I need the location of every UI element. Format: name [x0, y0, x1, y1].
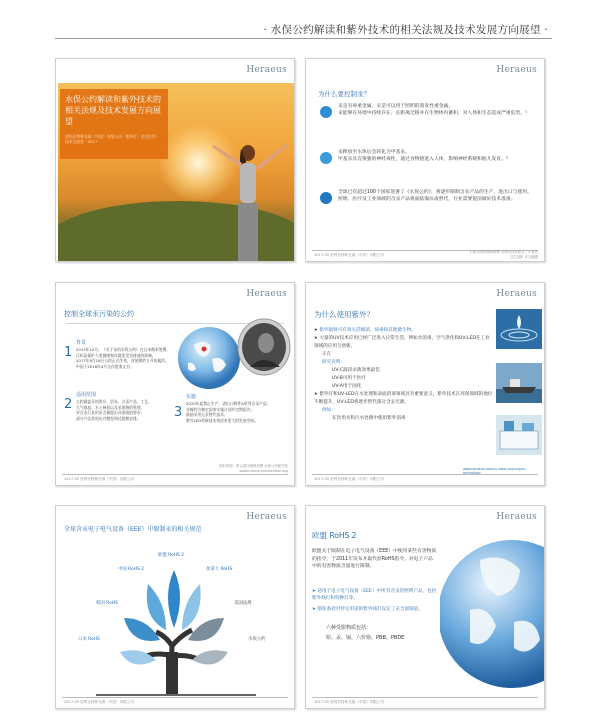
regulation-tree-diagram — [96, 556, 256, 696]
footer-divider — [312, 697, 538, 698]
page-header — [0, 0, 600, 40]
slide-2-question: 为什么要控制汞？ — [318, 90, 370, 98]
footer-divider — [312, 474, 538, 475]
person-head-icon — [320, 192, 332, 204]
globe-image — [174, 323, 244, 393]
footer-divider — [62, 474, 288, 475]
slide-footer: 2017-05 贺利氏特种光源（中国）有限公司 — [314, 700, 385, 704]
slide-4-body — [314, 327, 494, 423]
slide-4 — [305, 282, 545, 486]
heraeus-logo: Heraeus — [246, 512, 287, 522]
water-droplet-photo — [496, 309, 542, 349]
slide-1-title: 水俣公约解读和紫外技术的相关法规及技术发展方向展望 — [65, 95, 161, 126]
header-divider — [55, 38, 552, 39]
block-heading: 适用范围 — [76, 392, 97, 398]
line: UV-B可用于医疗 — [332, 376, 366, 382]
block-heading: 背景 — [76, 340, 87, 346]
slide-3 — [55, 282, 295, 486]
slide-footer: 2017-05 贺利氏特种光源（中国）有限公司 — [64, 477, 135, 481]
ship-photo — [496, 363, 542, 403]
heraeus-logo: Heraeus — [246, 289, 287, 299]
heraeus-logo: Heraeus — [496, 512, 537, 522]
laboratory-photo — [496, 415, 542, 455]
block-number: 3 — [174, 405, 183, 420]
rohs-bullet: ➤ 豁免条款对特定用途的紫外线灯设定了汞含量限值。 — [312, 607, 423, 612]
rohs-bullet: ➤ 适用于电子电气设备（EEE）中所有含汞的照明产品，包括紫外线灯和特种灯等。 — [312, 589, 437, 602]
item-text: 汞释放至水体后会转化为甲基汞。 甲基汞具有很强的神经毒性，通过食物链进入人体，影响神经系统和胎儿发育。² — [338, 150, 508, 163]
fine-print: 资料来源：联合国环境规划署 水俣公约秘书处 www.mercuryconvention.org — [219, 464, 288, 473]
block-number: 2 — [64, 397, 73, 412]
historical-photo — [236, 317, 292, 377]
label-canada-rohs: 加拿大 RoHS — [206, 567, 233, 572]
line: 研究表明： — [322, 360, 345, 366]
line: ➤ 大量的UV技术应用已经广泛进入日常生活，例如水消毒、空气净化和UV-LED在工业领域的应用与创新。 — [314, 336, 490, 350]
item-text: 全球已有超过100个国家签署了《水俣公约》，将逐步限制含汞产品的生产、进出口与使用。 照明、医疗及工业领域的含汞产品将面临淘汰或替代，行业需要提前做好技术准备。 — [338, 190, 532, 203]
slide-5-title: 全球含汞电子电气设备（EEE）中限制汞的相关规范 — [64, 526, 202, 533]
slide-footer: 2017-05 贺利氏特种光源（中国）有限公司 — [314, 253, 385, 257]
slide-footer: 2017-05 贺利氏特种光源（中国）有限公司 — [314, 477, 385, 481]
block-body: 2020年起禁止生产、进出口附件A所列含汞产品； 各缔约方制定国家实施计划并定期报告； 鼓励采用无汞替代技术。 紫外LED等新技术将迎来更大的发展空间。 — [186, 401, 271, 424]
fine-print: 1 联合国环境规划署 全球汞评估报告；2 世界卫生组织 汞与健康 — [469, 250, 538, 259]
heraeus-logo: Heraeus — [496, 289, 537, 299]
slide-4-question: 为什么使用紫外？ — [314, 310, 374, 319]
slide-2 — [305, 58, 545, 262]
rohs-description: 欧盟关于限制在电子电气设备（EEE）中使用某些有害物质的指令，于2011年发布并取代原RoHS指令，对电子产品中的有害物质含量进行限制。 — [312, 549, 437, 570]
heraeus-logo: Heraeus — [246, 65, 287, 75]
title-panel — [60, 89, 168, 159]
slide-5 — [55, 505, 295, 709]
item-text: 汞是有毒重金属。汞是可以用于照明的蒸发性重金属。 汞能够在环境中持续存在、长距离迁移并在生物体内蓄积，对人体和生态造成严重危害。¹ — [338, 104, 528, 117]
slide-3-title: 控制全球汞污染的公约 — [64, 310, 134, 318]
slide-6 — [305, 505, 545, 709]
mercury-toxicity-item — [318, 103, 542, 118]
methylmercury-item — [318, 149, 542, 164]
line: ➤ 紫外灯和UV-LED在水处理和表面消毒领域具有重要意义，紫外技术在环保领域的地位不断提升，UV-LED将逐步替代部分含汞光源。 — [314, 392, 493, 406]
block-heading: 实施 — [186, 394, 197, 400]
block-body: 2013年10月，《关于汞的水俣公约》在日本熊本签署， 目标是保护人类健康和环境免受汞排放的影响。 2017年8月16日公约正式生效，首批缔约方开始履约。 中国于2016年4月交存批准文书。 — [76, 347, 171, 370]
label-minamata-convention: 水俣公约 — [248, 637, 266, 642]
label-japan-rohs: 日本 RoHS — [78, 637, 100, 642]
droplet-icon — [320, 106, 332, 118]
slide-1-subtitle: 贺利氏特种光源（中国）有限公司 · 紫外灯 · 光学应用 · 技术交流会 · 2017 — [65, 134, 159, 145]
page-title: · 水俣公约解读和紫外技术的相关法规及技术发展方向展望 · — [263, 24, 548, 36]
line: 例如： — [322, 408, 336, 414]
slide-6-title: 欧盟 RoHS 2 — [312, 531, 357, 540]
label-eu-rohs2: 欧盟 RoHS 2 — [158, 553, 184, 558]
woman-figure — [208, 137, 288, 261]
convention-item — [318, 189, 542, 204]
label-china-rohs2: 中国 RoHS 2 — [118, 567, 144, 572]
fish-icon — [320, 152, 332, 164]
box-line: 六种受限物质包括： — [326, 625, 372, 631]
line: UV-A用于固化 — [332, 384, 362, 390]
line: ➤ 紫外辐射可有效灭活细菌、病毒和其他微生物。 — [314, 328, 416, 333]
line: UV-C波段杀菌效果最佳 — [332, 368, 380, 374]
heraeus-logo: Heraeus — [496, 65, 537, 75]
reference-links[interactable]: www.heraeus.com/uv www.iuva.org/uv- — [463, 467, 526, 471]
line: 正在 — [322, 352, 332, 358]
footer-divider — [62, 697, 288, 698]
restricted-substances — [326, 624, 436, 643]
globe-image — [440, 530, 544, 700]
slide-footer: 2017-05 贺利氏特种光源（中国）有限公司 — [64, 700, 135, 704]
slide-1 — [55, 58, 295, 262]
box-line: 铅、汞、镉、六价铬、PBB、PBDE — [326, 634, 405, 641]
line: 在饮用水和污水处理中使用紫外消毒 — [332, 416, 406, 422]
label-us-regulations: 美国法规 — [234, 601, 252, 606]
block-number: 1 — [64, 345, 73, 360]
label-korea-rohs: 韩国 RoHS — [96, 601, 118, 606]
block-body: 公约涵盖汞的供应、贸易、含汞产品、工艺、 大气排放、水土释放以及汞废物的管理。 对含汞灯具的汞含量提出具体限值要求； 部分产品类别允许豁免和过渡期安排。 — [76, 399, 152, 422]
